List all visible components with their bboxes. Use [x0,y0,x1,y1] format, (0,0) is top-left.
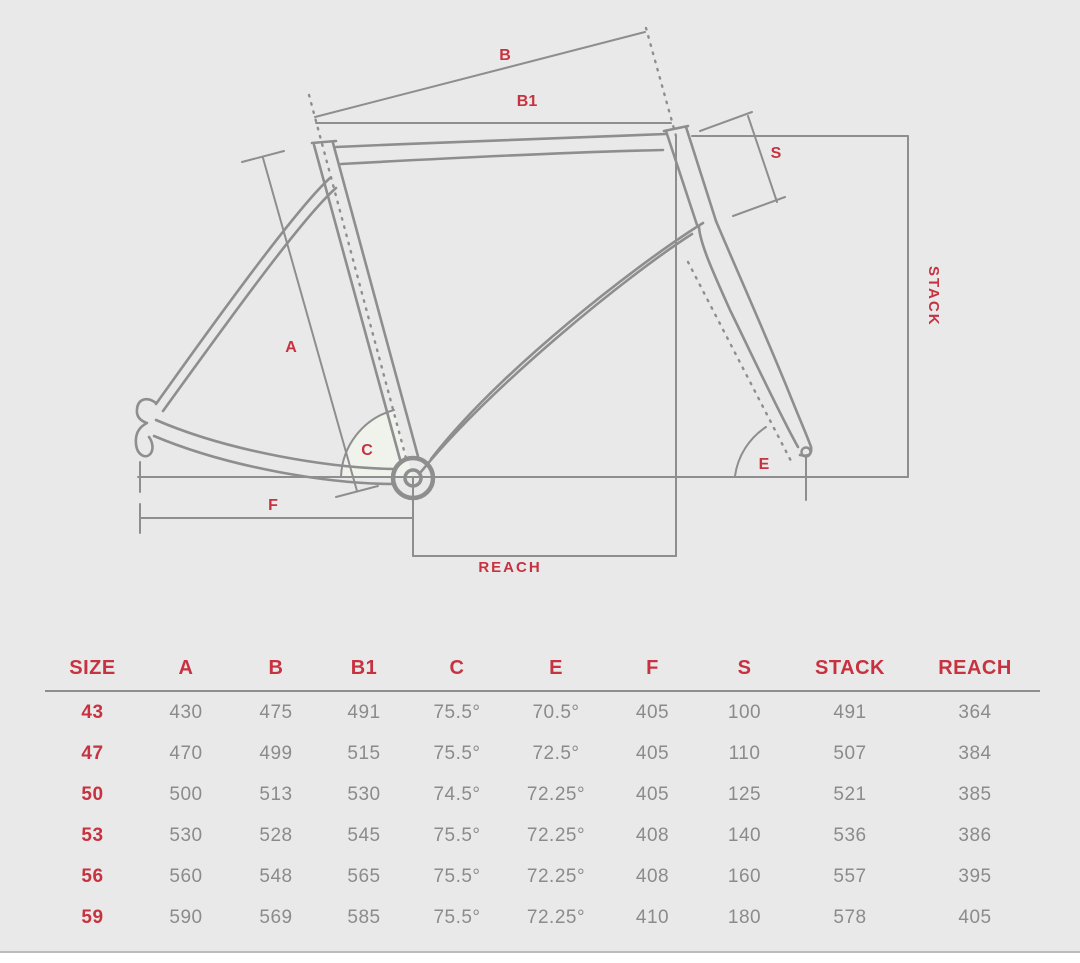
cell: 569 [259,906,293,928]
col-e: E [549,656,563,679]
cell: 560 [169,865,203,887]
cell: 491 [833,701,867,723]
down-tube [431,223,703,459]
a-dimension-line [263,158,357,491]
cell: 75.5° [433,824,481,846]
cell-size: 56 [81,865,104,887]
cell: 160 [727,865,762,887]
geometry-table [45,646,1040,938]
seat-axis-dotted [309,95,406,458]
col-c: C [449,656,465,679]
cell: 590 [169,906,203,928]
col-stack: STACK [815,656,885,679]
cell: 405 [635,742,670,764]
cell: 75.5° [433,742,481,764]
cell: 536 [833,824,867,846]
cell: 513 [259,783,293,805]
top-tube [336,134,666,147]
cell: 72.25° [526,824,586,846]
steerer-axis-dotted [646,28,676,136]
col-a: A [178,656,194,679]
s-bottom-bar [733,197,785,216]
table-row [45,733,1040,774]
cell: 548 [259,865,293,887]
cell: 72.25° [526,865,586,887]
cell: 408 [635,865,670,887]
table-row [45,897,1040,938]
bottom-white-strip [0,953,1080,963]
cell: 430 [169,701,203,723]
cell: 385 [958,783,992,805]
cell: 140 [727,824,762,846]
col-size: SIZE [69,656,116,679]
cell: 75.5° [433,865,481,887]
cell: 405 [635,701,670,723]
s-top-bar [700,112,752,131]
cell: 405 [958,906,992,928]
cell: 100 [727,701,762,723]
cell: 72.25° [526,783,586,805]
cell-size: 59 [81,906,104,928]
cell-size: 53 [81,824,104,846]
label-e: E [758,456,770,473]
cell: 386 [958,824,992,846]
axis-dotted-lines [309,28,791,461]
seat-stay [156,178,330,404]
fork-blade [716,221,811,447]
cell: 578 [833,906,867,928]
cell-size: 43 [81,701,104,723]
cell: 74.5° [433,783,481,805]
col-f: F [646,656,659,679]
cell: 528 [259,824,293,846]
cell: 470 [169,742,203,764]
table-row [45,691,1040,733]
cell: 72.25° [526,906,586,928]
cell: 405 [635,783,670,805]
cell: 75.5° [433,701,481,723]
cell: 557 [833,865,867,887]
cell: 500 [169,783,203,805]
geometry-table-header [45,646,1040,691]
label-a: A [285,339,297,356]
cell: 395 [958,865,992,887]
b-dimension-line [315,32,645,117]
cell: 507 [833,742,867,764]
seat-tube [314,145,401,463]
cell: 75.5° [433,906,481,928]
label-b1: B1 [516,93,538,110]
table-row [45,774,1040,815]
label-reach: REACH [478,559,542,576]
cell: 180 [727,906,762,928]
cell: 72.5° [532,742,580,764]
cell: 515 [347,742,381,764]
cell: 408 [635,824,670,846]
label-stack: STACK [925,266,942,327]
cell: 491 [347,701,381,723]
cell: 410 [635,906,670,928]
cell: 565 [347,865,381,887]
label-s: S [770,145,782,162]
cell: 475 [259,701,293,723]
rear-dropout [136,399,156,456]
cell: 545 [347,824,381,846]
measurement-lines [138,32,908,556]
table-row [45,856,1040,897]
cell: 499 [259,742,293,764]
bike-frame-outline [136,126,811,484]
cell: 530 [169,824,203,846]
cell: 384 [958,742,992,764]
col-b1: B1 [350,656,378,679]
cell: 70.5° [532,701,580,723]
cell: 585 [347,906,381,928]
cell: 364 [958,701,992,723]
cell-size: 47 [81,742,104,764]
col-s: S [737,656,752,679]
label-c: C [361,442,373,459]
col-reach: REACH [938,656,1012,679]
cell: 125 [727,783,762,805]
cell-size: 50 [81,783,104,805]
cell: 521 [833,783,867,805]
col-b: B [268,656,284,679]
cell: 530 [347,783,381,805]
label-f: F [268,497,278,514]
table-row [45,815,1040,856]
cell: 110 [728,742,761,764]
label-b: B [499,47,511,64]
